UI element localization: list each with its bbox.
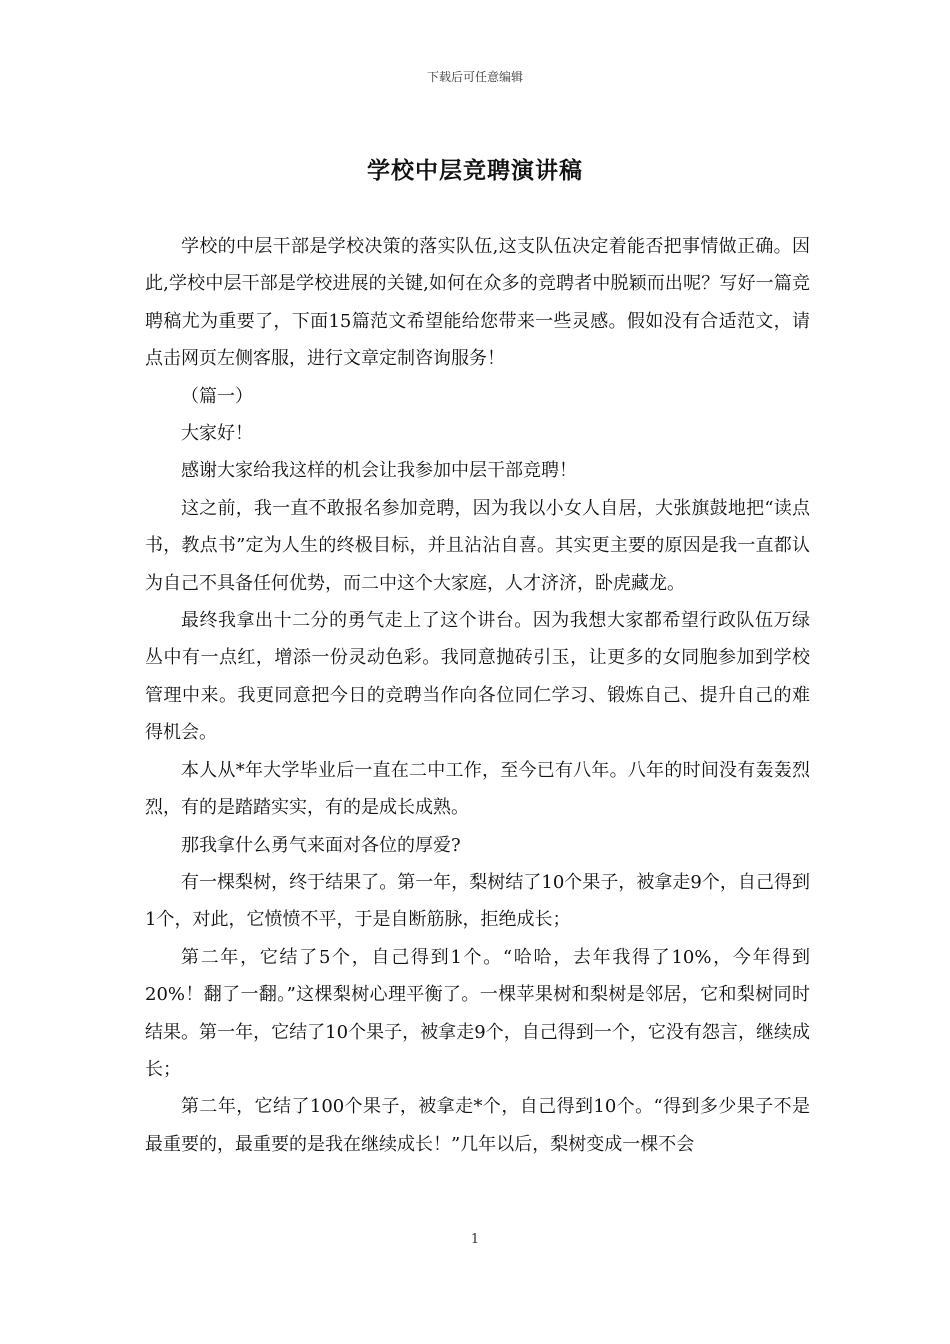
header-note: 下载后可任意编辑 [426, 70, 523, 84]
paragraph-greeting: 大家好！ [181, 423, 253, 445]
paragraph-apple-tree-second: 第二年，它结了100个果子，被拿走*个，自己得到10个。“得到多少果子不是最重要的，最重要的是我在继续成长！”几年以后，梨树变成一棵不会 [145, 1096, 810, 1155]
document-title: 学校中层竞聘演讲稿 [367, 157, 583, 184]
paragraph-intro: 学校的中层干部是学校决策的落实队伍,这支队伍决定着能否把事情做正确。因此,学校中层干部是学校进展的关键,如何在众多的竞聘者中脱颖而出呢？写好一篇竞聘稿尤为重要了，下面15篇范文希望能给您带来一些灵感。假如没有合适范文，请点击网页左侧客服，进行文章定制咨询服务！ [145, 236, 810, 370]
paragraph-background: 这之前，我一直不敢报名参加竞聘，因为我以小女人自居，大张旗鼓地把“读点书，教点书”定为人生的终极目标，并且沾沾自喜。其实更主要的原因是我一直都认为自己不具备任何优势，而二中这个大家庭，人才济济，卧虎藏龙。 [145, 497, 810, 594]
paragraph-section-label: （篇一） [181, 385, 253, 407]
paragraph-pear-tree-first: 有一棵梨树，终于结果了。第一年，梨树结了10个果子，被拿走9个，自己得到1个，对此，它愤愤不平，于是自断筋脉，拒绝成长； [145, 871, 810, 931]
paragraph-experience: 本人从*年大学毕业后一直在二中工作，至今已有八年。八年的时间没有轰轰烈烈，有的是踏踏实实，有的是成长成熟。 [145, 759, 810, 819]
paragraph-courage: 最终我拿出十二分的勇气走上了这个讲台。因为我想大家都希望行政队伍万绿丛中有一点红，增添一份灵动色彩。我同意抛砖引玉，让更多的女同胞参加到学校管理中来。我更同意把今日的竞聘当作向各位同仁学习、锻炼自己、提升自己的难得机会。 [145, 610, 810, 744]
paragraph-thanks: 感谢大家给我这样的机会让我参加中层干部竞聘！ [181, 460, 577, 482]
paragraph-pear-tree-second: 第二年，它结了5个，自己得到1个。“哈哈，去年我得了10%，今年得到20%！翻了一翻。”这棵梨树心理平衡了。一棵苹果树和梨树是邻居，它和梨树同时结果。第一年，它结了10个果子，被拿走9个，自己得到一个，它没有怨言，继续成长； [145, 946, 810, 1080]
document-body [145, 228, 810, 1163]
paragraph-question: 那我拿什么勇气来面对各位的厚爱? [181, 834, 461, 856]
page-number: 1 [470, 1232, 480, 1247]
